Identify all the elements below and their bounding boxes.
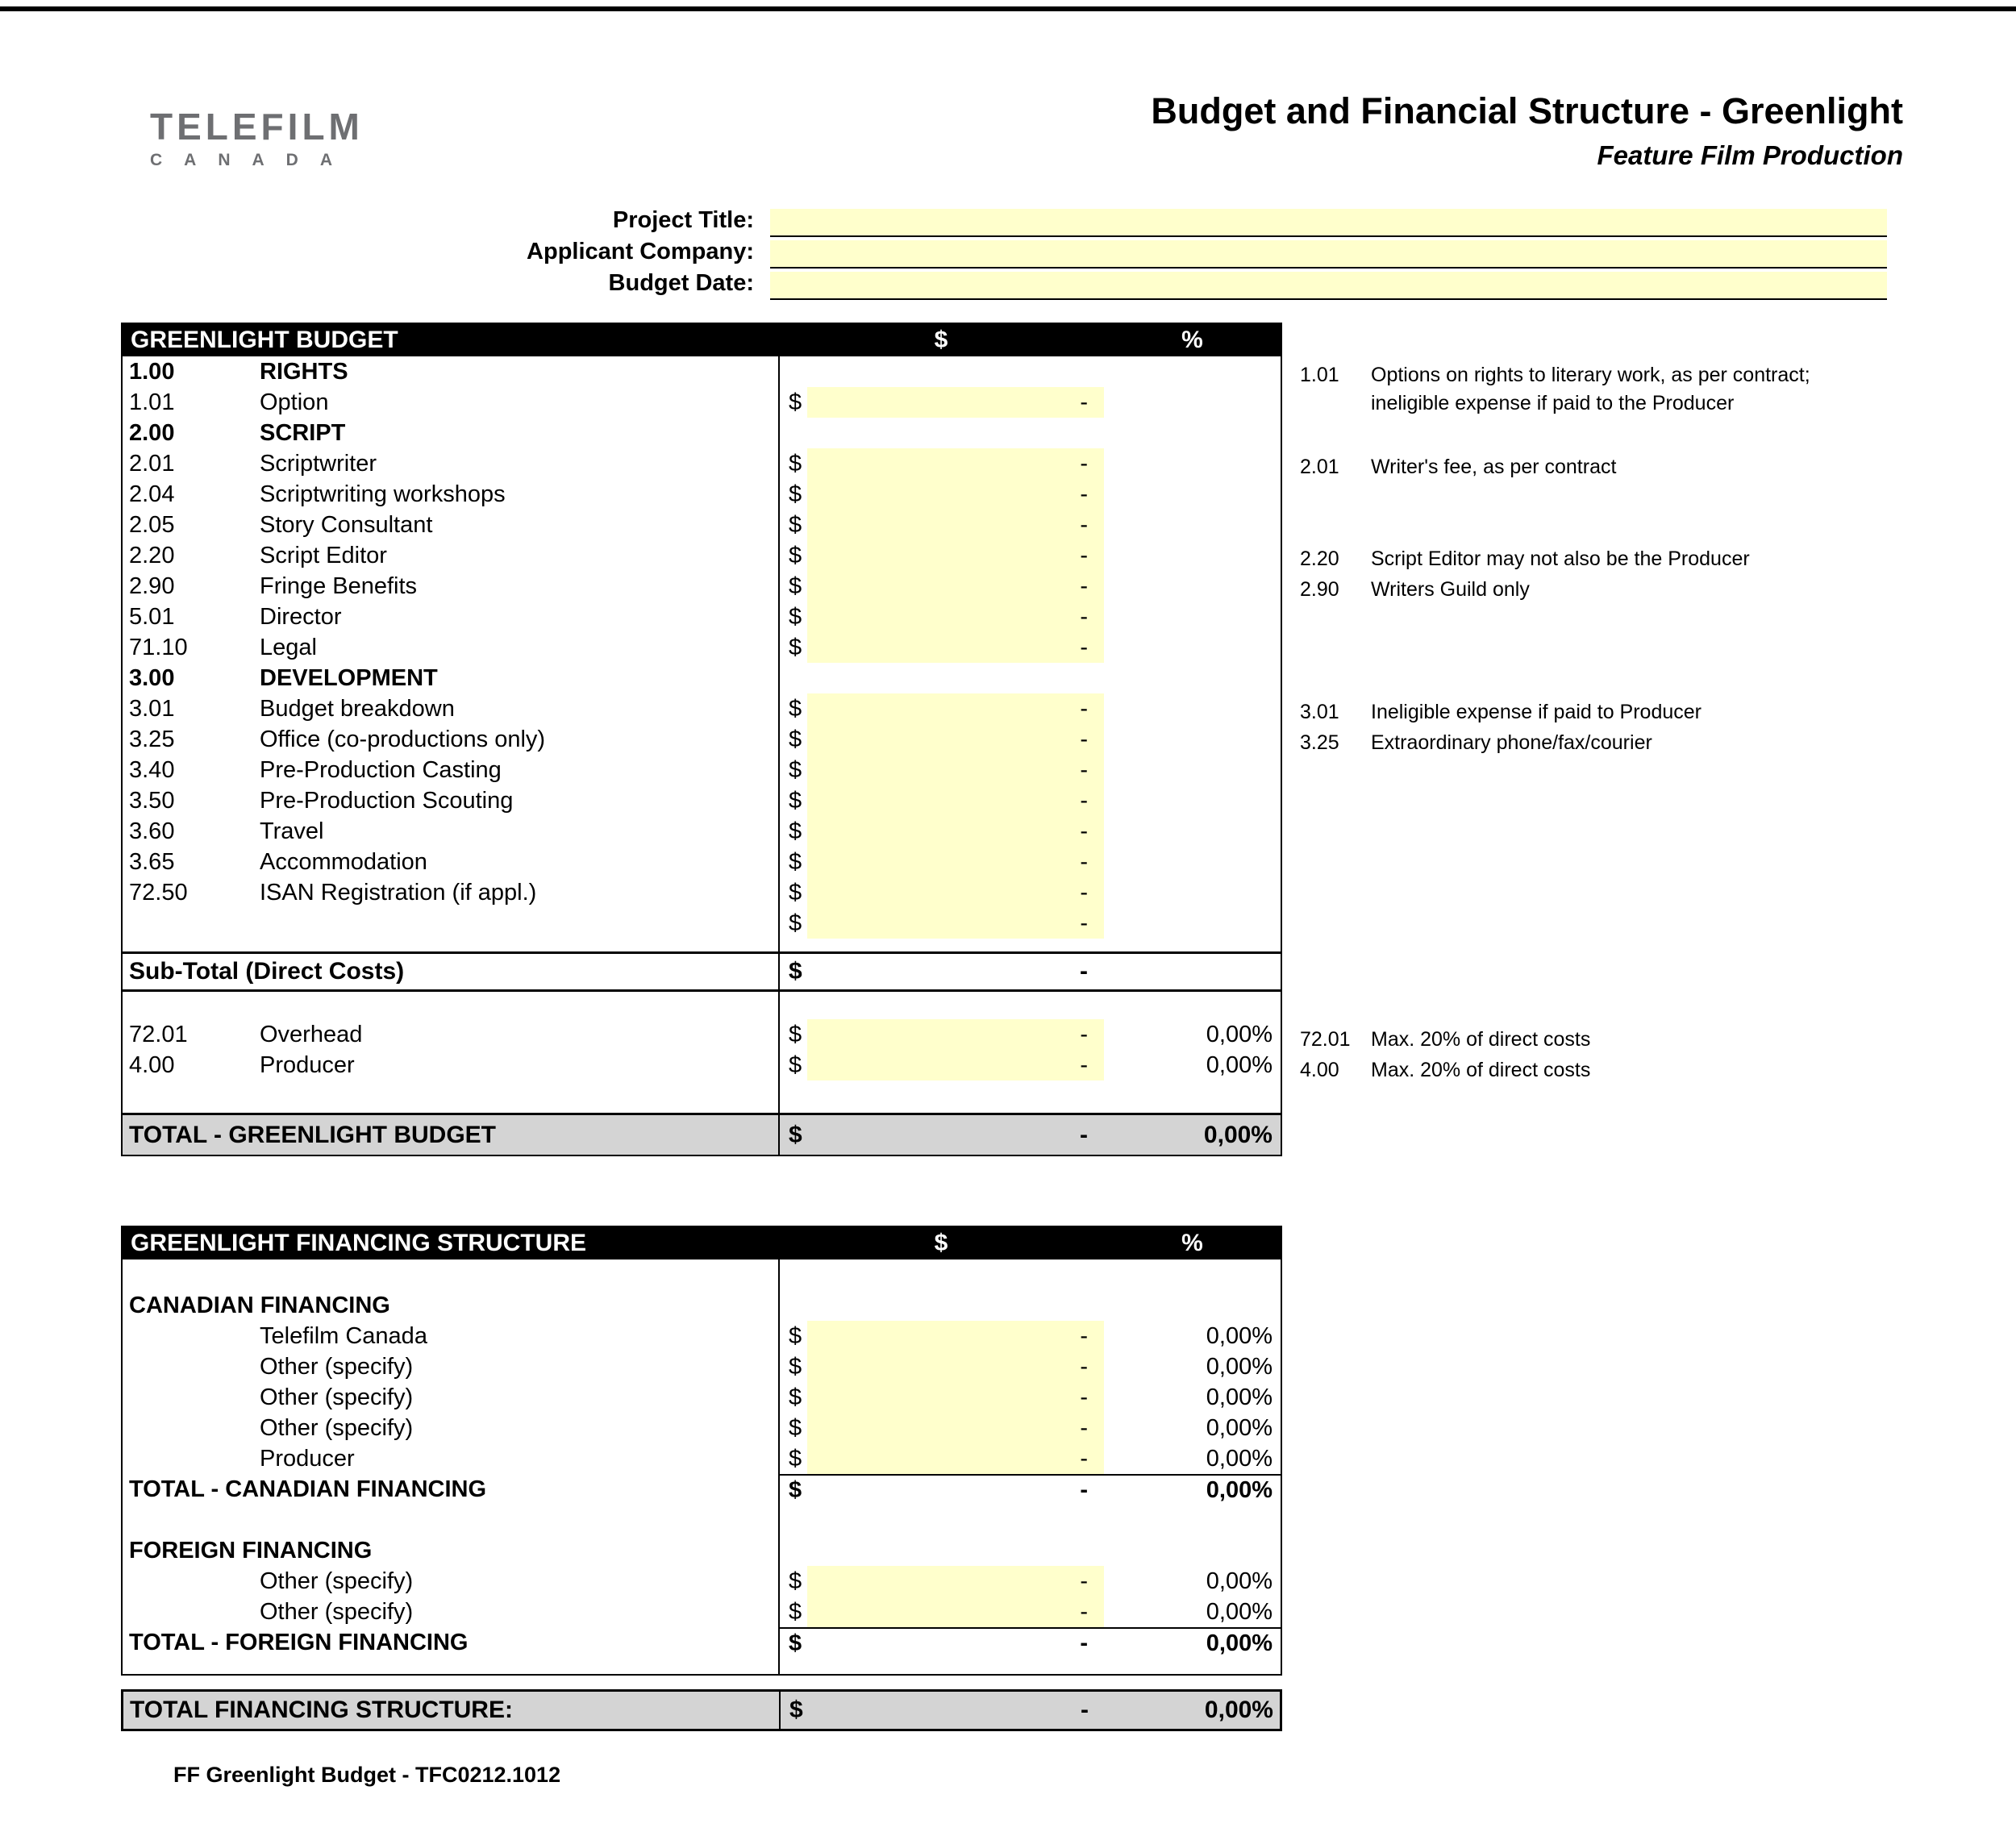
amount-cell[interactable]: - bbox=[807, 755, 1104, 785]
percent-cell bbox=[1104, 755, 1281, 785]
row-label: CANADIAN FINANCING bbox=[129, 1292, 390, 1318]
spacer-cell bbox=[778, 1658, 807, 1674]
footer-text: FF Greenlight Budget - TFC0212.1012 bbox=[173, 1763, 561, 1787]
note-text bbox=[1371, 1026, 1590, 1054]
percent-cell bbox=[1104, 479, 1281, 510]
percent-cell bbox=[1104, 693, 1281, 724]
budget-row bbox=[123, 816, 1281, 847]
dollar-sign bbox=[778, 663, 807, 693]
row-code: 3.60 bbox=[129, 818, 175, 844]
budget-fee-row bbox=[123, 1050, 1281, 1080]
row-label: Fringe Benefits bbox=[260, 572, 418, 599]
note-code: 4.00 bbox=[1300, 1059, 1339, 1081]
dollar-sign: $ bbox=[778, 847, 807, 877]
row-code: 1.01 bbox=[129, 389, 175, 415]
percent-cell bbox=[1104, 847, 1281, 877]
budget-row bbox=[123, 356, 1281, 387]
row-label: Travel bbox=[260, 818, 324, 844]
financing-row bbox=[123, 1413, 1281, 1443]
project-info-form bbox=[403, 206, 1887, 300]
budget-fee-row bbox=[123, 1019, 1281, 1050]
financing-total-row bbox=[123, 1627, 1281, 1658]
spacer-cell bbox=[1104, 939, 1281, 951]
row-label: Office (co-productions only) bbox=[260, 726, 546, 752]
budget-row bbox=[123, 448, 1281, 479]
spacer-row bbox=[123, 939, 1281, 951]
row-code: 5.01 bbox=[129, 603, 175, 630]
row-label: Legal bbox=[260, 634, 317, 660]
row-label: Script Editor bbox=[260, 542, 387, 568]
spacer-row bbox=[123, 1080, 1281, 1113]
spacer-cell bbox=[123, 1080, 778, 1113]
budget-row bbox=[123, 755, 1281, 785]
percent-cell bbox=[1104, 418, 1281, 448]
spacer-cell bbox=[807, 1080, 1104, 1113]
dollar-column-header: $ bbox=[934, 327, 948, 353]
note-code: 72.01 bbox=[1300, 1028, 1351, 1051]
budget-row bbox=[123, 847, 1281, 877]
note-line: Max. 20% of direct costs bbox=[1371, 1028, 1591, 1051]
budget-row bbox=[123, 632, 1281, 663]
financing-table-title: GREENLIGHT FINANCING STRUCTURE bbox=[131, 1230, 586, 1256]
note-code: 2.90 bbox=[1300, 578, 1339, 601]
spacer-cell bbox=[123, 1505, 778, 1535]
spacer-cell bbox=[1104, 992, 1281, 1019]
percent-cell bbox=[1104, 510, 1281, 540]
note bbox=[1300, 698, 1702, 727]
row-code: 2.05 bbox=[129, 511, 175, 538]
form-row bbox=[403, 237, 1887, 269]
dollar-sign: $ bbox=[778, 448, 807, 479]
amount-cell[interactable]: - bbox=[807, 510, 1104, 540]
note bbox=[1300, 576, 1530, 604]
dollar-sign: $ bbox=[779, 1692, 808, 1729]
logo-canada-text: CANADA bbox=[150, 151, 354, 169]
amount-cell[interactable]: - bbox=[807, 1413, 1104, 1443]
dollar-sign: $ bbox=[778, 785, 807, 816]
note bbox=[1300, 729, 1652, 757]
amount-cell[interactable]: - bbox=[807, 1019, 1104, 1050]
financing-row bbox=[123, 1321, 1281, 1351]
note bbox=[1300, 1056, 1590, 1085]
dollar-sign: $ bbox=[778, 877, 807, 908]
row-label: Producer bbox=[260, 1445, 355, 1472]
note-line: ineligible expense if paid to the Producer bbox=[1371, 392, 1735, 414]
spacer-cell bbox=[123, 1658, 778, 1674]
row-code bbox=[123, 1597, 256, 1627]
amount-cell[interactable]: - bbox=[807, 816, 1104, 847]
row-code: 4.00 bbox=[129, 1051, 175, 1078]
financing-section-heading bbox=[123, 1290, 1281, 1321]
percent-cell: 0,00% bbox=[1104, 1627, 1281, 1658]
note-text bbox=[1371, 1056, 1590, 1085]
document-header bbox=[1151, 90, 1903, 171]
note-text bbox=[1371, 729, 1652, 757]
amount-cell bbox=[807, 356, 1104, 387]
percent-cell bbox=[1104, 387, 1281, 418]
row-code: 3.00 bbox=[129, 664, 175, 691]
dollar-sign: $ bbox=[778, 755, 807, 785]
percent-column-header: % bbox=[1181, 1230, 1203, 1256]
budget-date-input[interactable] bbox=[770, 272, 1887, 300]
percent-cell bbox=[1104, 816, 1281, 847]
financing-row bbox=[123, 1443, 1281, 1474]
financing-grand-total-row bbox=[121, 1689, 1282, 1731]
note-code: 1.01 bbox=[1300, 364, 1339, 386]
row-code bbox=[123, 1321, 256, 1351]
row-label: Director bbox=[260, 603, 342, 630]
amount-cell[interactable]: - bbox=[807, 1443, 1104, 1474]
financing-row bbox=[123, 1351, 1281, 1382]
row-code: 3.01 bbox=[129, 695, 175, 722]
note-line: Script Editor may not also be the Producer bbox=[1371, 548, 1750, 570]
budget-row bbox=[123, 387, 1281, 418]
page-top-rule bbox=[0, 6, 2016, 11]
amount-cell[interactable]: - bbox=[807, 387, 1104, 418]
row-code: 3.25 bbox=[129, 726, 175, 752]
spacer-cell bbox=[807, 992, 1104, 1019]
budget-row bbox=[123, 877, 1281, 908]
dollar-sign: $ bbox=[778, 1413, 807, 1443]
dollar-sign bbox=[778, 418, 807, 448]
note bbox=[1300, 545, 1750, 573]
amount-cell[interactable]: - bbox=[807, 847, 1104, 877]
grand-total-amount: - bbox=[1081, 1697, 1089, 1723]
row-code bbox=[123, 1351, 256, 1382]
dollar-sign bbox=[778, 1535, 807, 1566]
dollar-sign: $ bbox=[778, 510, 807, 540]
row-code bbox=[123, 1413, 256, 1443]
amount-cell[interactable]: - bbox=[807, 908, 1104, 939]
row-code: 3.50 bbox=[129, 787, 175, 814]
amount-cell[interactable]: - bbox=[807, 877, 1104, 908]
dollar-sign: $ bbox=[778, 1382, 807, 1413]
row-code: 2.20 bbox=[129, 542, 175, 568]
spacer-row bbox=[123, 1505, 1281, 1535]
financing-table bbox=[121, 1226, 1282, 1676]
dollar-sign: $ bbox=[778, 602, 807, 632]
spacer-cell bbox=[807, 939, 1104, 951]
amount-cell bbox=[807, 1535, 1104, 1566]
row-label: Budget breakdown bbox=[260, 695, 455, 722]
row-label: Telefilm Canada bbox=[260, 1322, 427, 1349]
form-row bbox=[403, 206, 1887, 237]
percent-cell: 0,00% bbox=[1206, 1414, 1272, 1441]
percent-cell bbox=[1104, 632, 1281, 663]
spacer-cell bbox=[778, 1505, 807, 1535]
dollar-sign: $ bbox=[778, 387, 807, 418]
applicant-company-label: Applicant Company: bbox=[527, 239, 754, 264]
spacer-cell bbox=[807, 1658, 1104, 1674]
spacer-cell bbox=[1104, 1080, 1281, 1113]
percent-cell bbox=[1104, 1290, 1281, 1321]
note-code: 2.01 bbox=[1300, 456, 1339, 478]
spacer-cell bbox=[807, 1260, 1104, 1290]
row-code: 72.50 bbox=[129, 879, 188, 906]
subtotal-percent bbox=[1104, 954, 1281, 989]
budget-row bbox=[123, 908, 1281, 939]
amount-cell[interactable]: - bbox=[807, 540, 1104, 571]
note-code: 3.25 bbox=[1300, 731, 1339, 754]
dollar-sign: $ bbox=[778, 1474, 807, 1505]
row-label: Scriptwriting workshops bbox=[260, 481, 506, 507]
row-code: 3.40 bbox=[129, 756, 175, 783]
row-label: DEVELOPMENT bbox=[260, 664, 438, 691]
note-text bbox=[1371, 576, 1530, 604]
dollar-sign: $ bbox=[778, 908, 807, 939]
dollar-sign: $ bbox=[778, 1597, 807, 1627]
dollar-sign: $ bbox=[778, 1566, 807, 1597]
row-label: FOREIGN FINANCING bbox=[129, 1537, 373, 1563]
row-label bbox=[256, 908, 778, 939]
row-label: Other (specify) bbox=[260, 1414, 414, 1441]
amount-cell[interactable]: - bbox=[807, 571, 1104, 602]
row-code: 2.01 bbox=[129, 450, 175, 477]
note-line: Options on rights to literary work, as per contract; bbox=[1371, 364, 1810, 386]
grand-total-percent: 0,00% bbox=[1204, 1697, 1273, 1723]
row-label: Other (specify) bbox=[260, 1598, 414, 1625]
note-line: Max. 20% of direct costs bbox=[1371, 1059, 1591, 1081]
percent-cell bbox=[1104, 1535, 1281, 1566]
row-label: ISAN Registration (if appl.) bbox=[260, 879, 537, 906]
budget-row bbox=[123, 418, 1281, 448]
project-title-label: Project Title: bbox=[612, 207, 754, 233]
spacer-cell bbox=[1104, 1505, 1281, 1535]
dollar-sign: $ bbox=[778, 954, 807, 989]
subtotal-label: Sub-Total (Direct Costs) bbox=[129, 958, 405, 985]
row-code: 1.00 bbox=[129, 358, 175, 385]
budget-row bbox=[123, 540, 1281, 571]
logo-telefilm-text: TELEFILM bbox=[150, 106, 364, 148]
amount-cell[interactable]: - bbox=[807, 1597, 1104, 1627]
amount-cell: - bbox=[807, 1627, 1104, 1658]
note-line: Writers Guild only bbox=[1371, 578, 1530, 601]
row-label: Option bbox=[260, 389, 329, 415]
row-label: Other (specify) bbox=[260, 1568, 414, 1594]
budget-row bbox=[123, 663, 1281, 693]
dollar-sign: $ bbox=[778, 1019, 807, 1050]
spacer-cell bbox=[778, 1260, 807, 1290]
dollar-sign: $ bbox=[778, 1115, 807, 1155]
project-title-input[interactable] bbox=[770, 209, 1887, 237]
budget-row bbox=[123, 693, 1281, 724]
dollar-sign: $ bbox=[778, 724, 807, 755]
dollar-sign: $ bbox=[778, 1627, 807, 1658]
spacer-row bbox=[123, 1260, 1281, 1290]
budget-row bbox=[123, 510, 1281, 540]
dollar-sign: $ bbox=[778, 1443, 807, 1474]
row-label: Scriptwriter bbox=[260, 450, 377, 477]
row-label: Overhead bbox=[260, 1021, 363, 1047]
telefilm-logo bbox=[150, 105, 364, 170]
percent-cell bbox=[1104, 724, 1281, 755]
note bbox=[1300, 453, 1616, 481]
note-text bbox=[1371, 545, 1750, 573]
row-code bbox=[123, 908, 256, 939]
amount-cell[interactable]: - bbox=[807, 448, 1104, 479]
amount-cell[interactable]: - bbox=[807, 1050, 1104, 1080]
budget-fee-rows bbox=[123, 1019, 1281, 1080]
budget-rows bbox=[123, 356, 1281, 939]
budget-row bbox=[123, 785, 1281, 816]
percent-cell bbox=[1104, 571, 1281, 602]
row-code: 72.01 bbox=[129, 1021, 188, 1047]
dollar-sign bbox=[778, 356, 807, 387]
percent-cell bbox=[1104, 663, 1281, 693]
row-label: Producer bbox=[260, 1051, 355, 1078]
dollar-sign: $ bbox=[778, 816, 807, 847]
budget-date-label: Budget Date: bbox=[608, 270, 754, 296]
row-label: Accommodation bbox=[260, 848, 427, 875]
row-label: Pre-Production Scouting bbox=[260, 787, 514, 814]
amount-cell[interactable]: - bbox=[807, 632, 1104, 663]
row-code bbox=[123, 1443, 256, 1474]
percent-cell bbox=[1104, 785, 1281, 816]
budget-row bbox=[123, 479, 1281, 510]
amount-cell[interactable]: - bbox=[807, 1382, 1104, 1413]
spacer-cell bbox=[123, 992, 778, 1019]
percent-cell: 0,00% bbox=[1206, 1384, 1272, 1410]
amount-cell[interactable]: - bbox=[807, 1321, 1104, 1351]
budget-row bbox=[123, 571, 1281, 602]
note-text bbox=[1371, 698, 1702, 727]
page-subtitle: Feature Film Production bbox=[1597, 140, 1903, 170]
dollar-sign: $ bbox=[778, 1321, 807, 1351]
budget-total-amount: - bbox=[1080, 1121, 1088, 1148]
percent-cell: 0,00% bbox=[1206, 1051, 1272, 1078]
amount-cell bbox=[807, 663, 1104, 693]
percent-cell: 0,00% bbox=[1206, 1322, 1272, 1349]
spacer-cell bbox=[1104, 1260, 1281, 1290]
row-label: Other (specify) bbox=[260, 1353, 414, 1380]
amount-cell: - bbox=[807, 1474, 1104, 1505]
note-code: 3.01 bbox=[1300, 701, 1339, 723]
row-code: 2.00 bbox=[129, 419, 175, 446]
percent-cell bbox=[1104, 908, 1281, 939]
note-line: Writer's fee, as per contract bbox=[1371, 456, 1617, 478]
amount-cell[interactable]: - bbox=[807, 724, 1104, 755]
note-line: Ineligible expense if paid to Producer bbox=[1371, 701, 1702, 723]
budget-total-label: TOTAL - GREENLIGHT BUDGET bbox=[129, 1121, 496, 1148]
dollar-column-header: $ bbox=[934, 1230, 948, 1256]
row-code: 3.65 bbox=[129, 848, 175, 875]
percent-cell: 0,00% bbox=[1206, 1568, 1272, 1594]
note-text bbox=[1371, 453, 1616, 481]
amount-cell[interactable]: - bbox=[807, 1351, 1104, 1382]
applicant-company-input[interactable] bbox=[770, 240, 1887, 269]
row-label: Pre-Production Casting bbox=[260, 756, 502, 783]
row-code: 2.90 bbox=[129, 572, 175, 599]
spacer-row bbox=[123, 1658, 1281, 1674]
budget-total-percent: 0,00% bbox=[1203, 1121, 1272, 1148]
financing-row bbox=[123, 1566, 1281, 1597]
financing-table-header bbox=[123, 1227, 1281, 1260]
note-code: 2.20 bbox=[1300, 548, 1339, 570]
financing-section-heading bbox=[123, 1535, 1281, 1566]
financing-body bbox=[123, 1260, 1281, 1674]
amount-cell[interactable]: - bbox=[807, 785, 1104, 816]
percent-cell bbox=[1104, 877, 1281, 908]
budget-subtotal-row bbox=[123, 951, 1281, 992]
row-code bbox=[123, 1566, 256, 1597]
spacer-cell bbox=[123, 939, 778, 951]
amount-cell[interactable]: - bbox=[807, 693, 1104, 724]
note bbox=[1300, 361, 1810, 418]
percent-cell bbox=[1104, 602, 1281, 632]
budget-row bbox=[123, 724, 1281, 755]
percent-cell: 0,00% bbox=[1206, 1353, 1272, 1380]
budget-total-row bbox=[123, 1113, 1281, 1155]
percent-cell bbox=[1104, 356, 1281, 387]
dollar-sign: $ bbox=[778, 540, 807, 571]
row-label: TOTAL - FOREIGN FINANCING bbox=[129, 1629, 469, 1655]
row-label: Other (specify) bbox=[260, 1384, 414, 1410]
spacer-cell bbox=[1104, 1658, 1281, 1674]
note-line: Extraordinary phone/fax/courier bbox=[1371, 731, 1652, 754]
amount-cell[interactable]: - bbox=[807, 479, 1104, 510]
spacer-cell bbox=[807, 1505, 1104, 1535]
spacer-row bbox=[123, 992, 1281, 1019]
greenlight-budget-table bbox=[121, 323, 1282, 1156]
amount-cell[interactable]: - bbox=[807, 1566, 1104, 1597]
dollar-sign: $ bbox=[778, 632, 807, 663]
grand-total-label: TOTAL FINANCING STRUCTURE: bbox=[130, 1697, 513, 1723]
row-code: 2.04 bbox=[129, 481, 175, 507]
percent-cell bbox=[1104, 540, 1281, 571]
note bbox=[1300, 1026, 1590, 1054]
amount-cell[interactable]: - bbox=[807, 602, 1104, 632]
dollar-sign: $ bbox=[778, 1050, 807, 1080]
spacer-cell bbox=[778, 992, 807, 1019]
page-title: Budget and Financial Structure - Greenlight bbox=[1151, 90, 1903, 131]
financing-row bbox=[123, 1597, 1281, 1627]
dollar-sign bbox=[778, 1290, 807, 1321]
dollar-sign: $ bbox=[778, 693, 807, 724]
spacer-cell bbox=[778, 939, 807, 951]
financing-total-row bbox=[123, 1474, 1281, 1505]
budget-row bbox=[123, 602, 1281, 632]
dollar-sign: $ bbox=[778, 1351, 807, 1382]
amount-cell bbox=[807, 1290, 1104, 1321]
row-label: Story Consultant bbox=[260, 511, 433, 538]
dollar-sign: $ bbox=[778, 571, 807, 602]
row-label: RIGHTS bbox=[260, 358, 348, 385]
percent-cell: 0,00% bbox=[1206, 1598, 1272, 1625]
percent-cell: 0,00% bbox=[1206, 1445, 1272, 1472]
row-label: TOTAL - CANADIAN FINANCING bbox=[129, 1476, 487, 1502]
budget-table-title: GREENLIGHT BUDGET bbox=[131, 327, 398, 353]
subtotal-amount: - bbox=[1080, 958, 1088, 985]
percent-cell bbox=[1104, 448, 1281, 479]
row-code bbox=[123, 1382, 256, 1413]
percent-cell: 0,00% bbox=[1104, 1474, 1281, 1505]
financing-row bbox=[123, 1382, 1281, 1413]
budget-table-header bbox=[123, 324, 1281, 356]
note-text bbox=[1371, 361, 1810, 418]
row-code: 71.10 bbox=[129, 634, 188, 660]
row-label: SCRIPT bbox=[260, 419, 346, 446]
spacer-cell bbox=[778, 1080, 807, 1113]
amount-cell bbox=[807, 418, 1104, 448]
form-row bbox=[403, 269, 1887, 300]
percent-column-header: % bbox=[1181, 327, 1203, 353]
percent-cell: 0,00% bbox=[1206, 1021, 1272, 1047]
dollar-sign: $ bbox=[778, 479, 807, 510]
spacer-cell bbox=[123, 1260, 778, 1290]
